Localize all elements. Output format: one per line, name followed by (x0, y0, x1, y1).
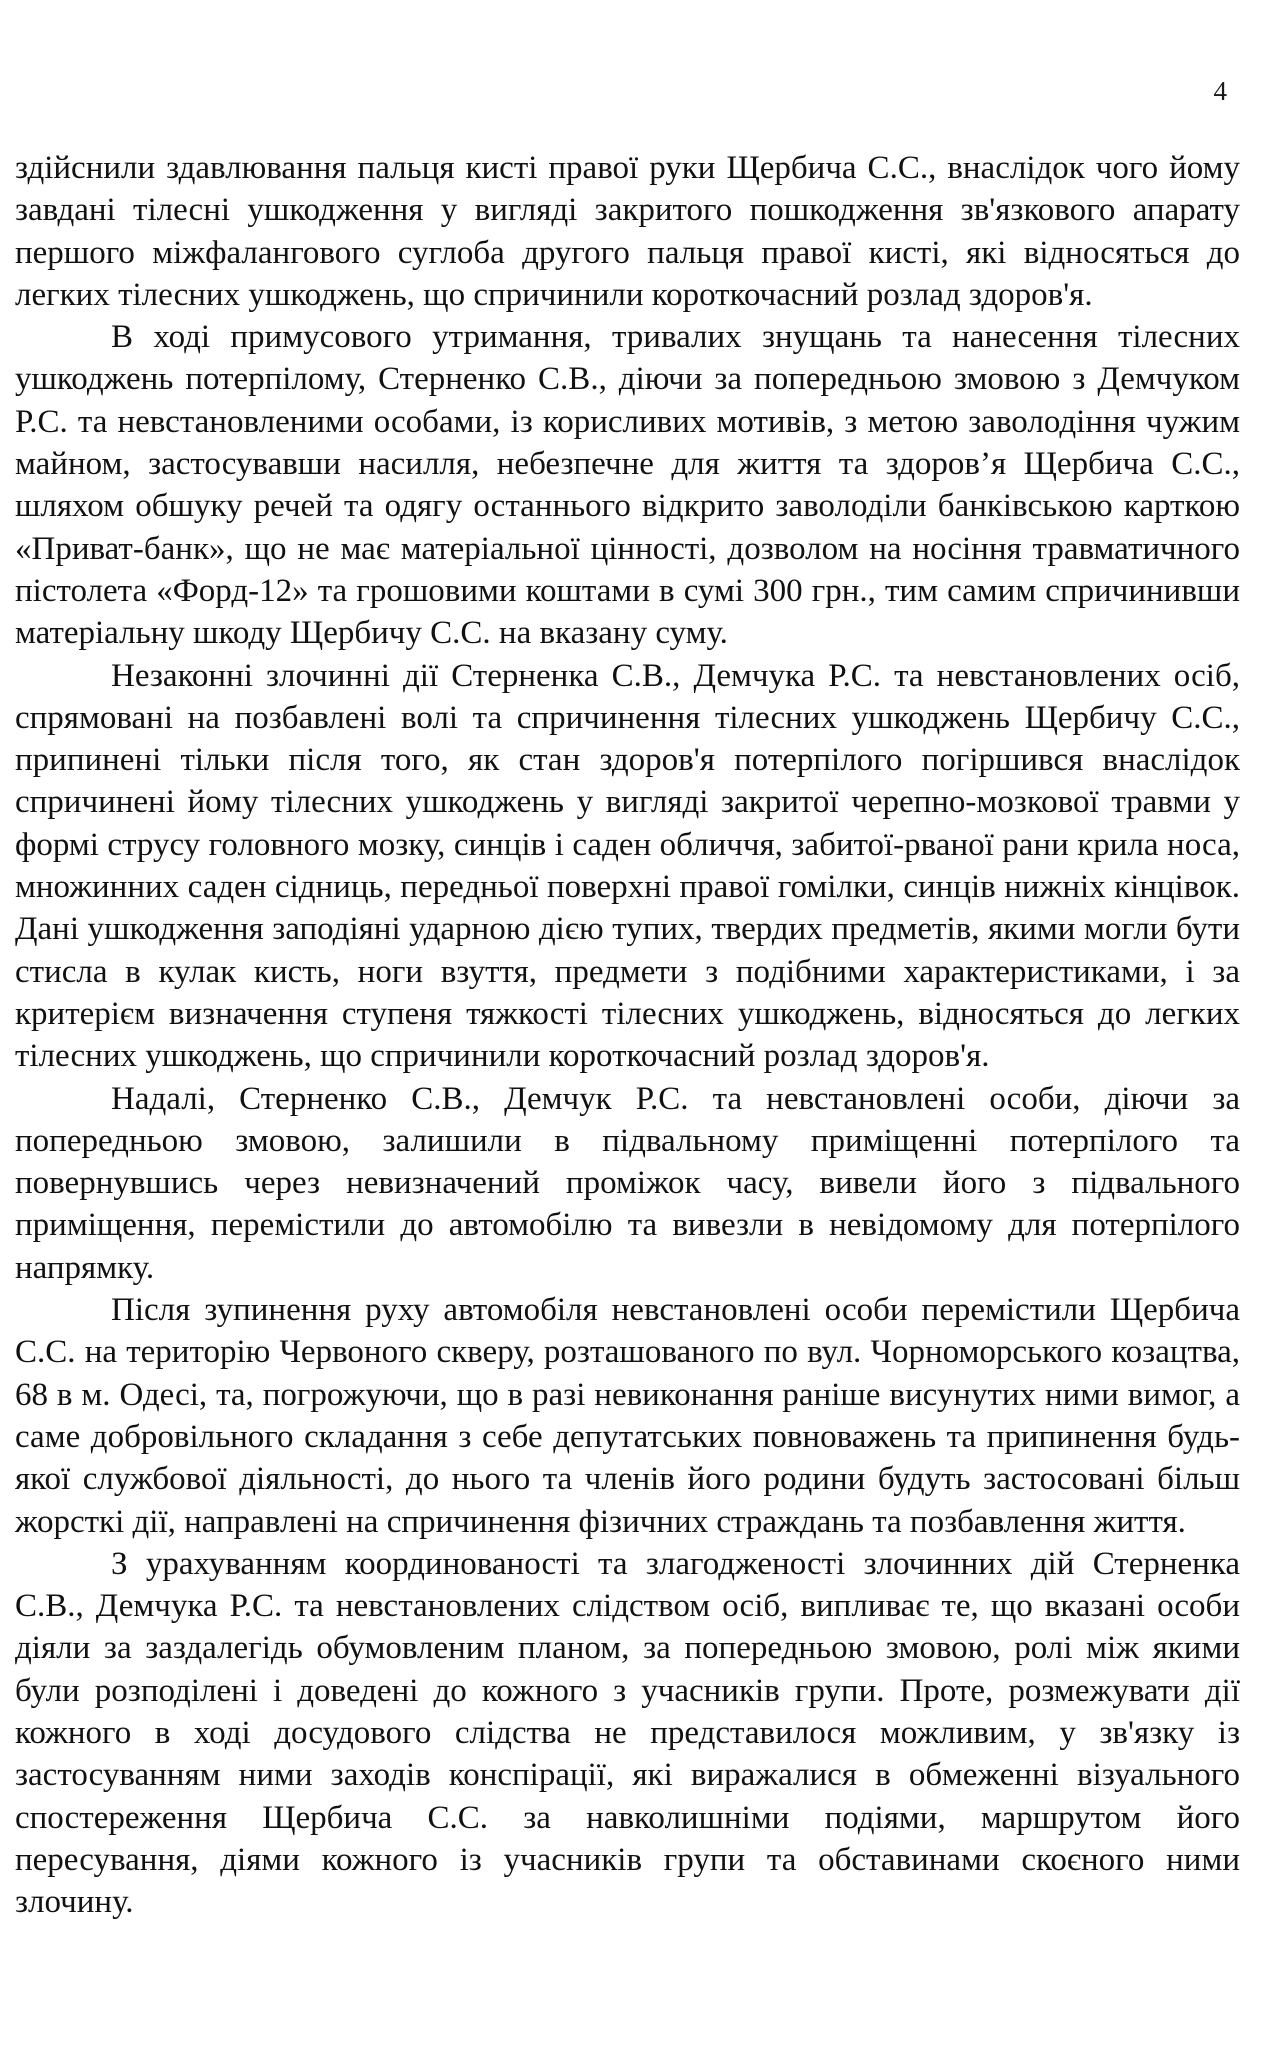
paragraph-4: Надалі, Стерненко С.В., Демчук Р.С. та невстановлені особи, діючи за попередньою змовою, залишили в підвальному приміщенні потерпілого та повернувшись через невизначений проміжок часу, вивели його з підвального приміщення, перемістили до автомобілю та вивезли в невідомому для потерпілого напрямку. (15, 1080, 1240, 1286)
document-body (15, 147, 1240, 1923)
paragraph-1: здійснили здавлювання пальця кисті правої руки Щербича С.С., внаслідок чого йому завдані тілесні ушкодження у вигляді закритого пошкодження зв'язкового апарату першого міжфалангового суглоба другого пальця правої кисті, які відносяться до легких тілесних ушкоджень, що спричинили короткочасний розлад здоров'я. (15, 150, 1240, 313)
paragraph-5: Після зупинення руху автомобіля невстановлені особи перемістили Щербича С.С. на територію Червоного скверу, розташованого по вул. Чорноморського козацтва, 68 в м. Одесі, та, погрожуючи, що в разі невиконання раніше висунутих ними вимог, а саме добровільного складання з себе депутатських повноважень та припинення будь-якої службової діяльності, до нього та членів його родини будуть застосовані більш жорсткі дії, направлені на спричинення фізичних страждань та позбавлення життя. (15, 1292, 1240, 1540)
paragraph-6: З урахуванням координованості та злагодженості злочинних дій Стерненка С.В., Демчука Р.С. та невстановлених слідством осіб, випливає те, що вказані особи діяли за заздалегідь обумовленим планом, за попередньою змовою, ролі між якими були розподілені і доведені до кожного з учасників групи. Проте, розмежувати дії кожного в ході досудового слідства не представилося можливим, у зв'язку із застосуванням ними заходів конспірації, які виражалися в обмеженні візуального спостереження Щербича С.С. за навколишніми подіями, маршрутом його пересування, діями кожного із учасників групи та обставинами скоєного ними злочину. (15, 1545, 1240, 1921)
paragraph-2: В ході примусового утримання, тривалих знущань та нанесення тілесних ушкоджень потерпілому, Стерненко С.В., діючи за попередньою змовою з Демчуком Р.С. та невстановленими особами, із корисливих мотивів, з метою заволодіння чужим майном, застосувавши насилля, небезпечне для життя та здоров’я Щербича С.С., шляхом обшуку речей та одягу останнього відкрито заволоділи банківською карткою «Приват-банк», що не має матеріальної цінності, дозволом на носіння травматичного пістолета «Форд-12» та грошовими коштами в сумі 300 грн., тим самим спричинивши матеріальну шкоду Щербичу С.С. на вказану суму. (15, 319, 1240, 652)
page-number: 4 (1213, 76, 1227, 106)
paragraph-3: Незаконні злочинні дії Стерненка С.В., Демчука Р.С. та невстановлених осіб, спрямовані на позбавлені волі та спричинення тілесних ушкоджень Щербичу С.С., припинені тільки після того, як стан здоров'я потерпілого погіршився внаслідок спричинені йому тілесних ушкоджень у вигляді закритої черепно-мозкової травми у формі струсу головного мозку, синців і саден обличчя, забитої-рваної рани крила носа, множинних саден сідниць, передньої поверхні правої гомілки, синців нижніх кінцівок. Дані ушкодження заподіяні ударною дією тупих, твердих предметів, якими могли бути стисла в кулак кисть, ноги взуття, предмети з подібними характеристиками, і за критерієм визначення ступеня тяжкості тілесних ушкоджень, відносяться до легких тілесних ушкоджень, що спричинили короткочасний розлад здоров'я. (15, 657, 1240, 1075)
